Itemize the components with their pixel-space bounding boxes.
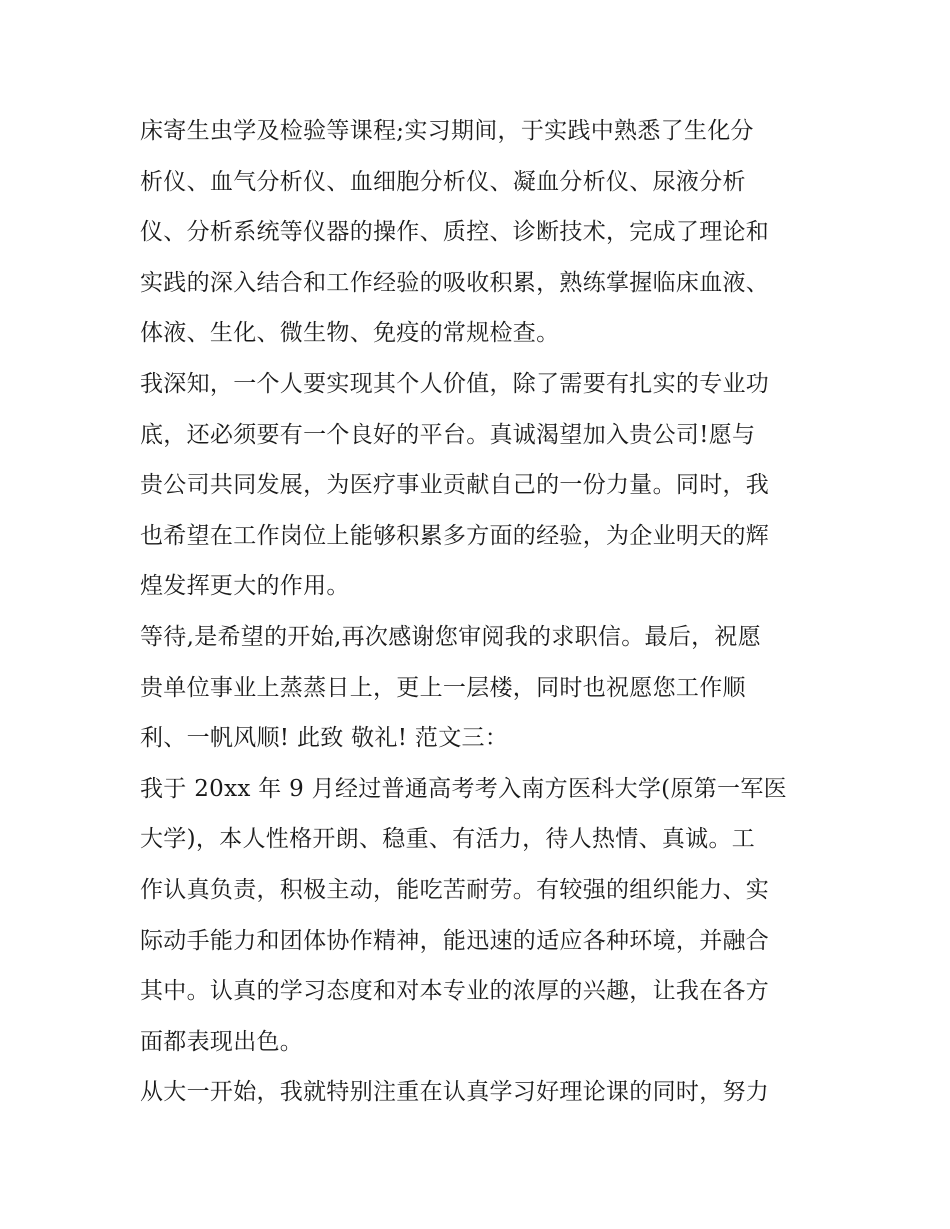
text-line: 其中。认真的学习态度和对本专业的浓厚的兴趣，让我在各方 [140,978,770,1005]
text-line: 析仪、血气分析仪、血细胞分析仪、凝血分析仪、尿液分析 [140,168,746,195]
text-line: 利、一帆风顺! 此致 敬礼! 范文三： [140,725,509,752]
text-line: 也希望在工作岗位上能够积累多方面的经验，为企业明天的辉 [140,522,770,549]
text-line: 我于 20xx 年 9 月经过普通高考考入南方医科大学(原第一军医 [140,775,787,802]
text-line: 实践的深入结合和工作经验的吸收积累，熟练掌握临床血液、 [140,269,770,296]
text-line: 贵单位事业上蒸蒸日上，更上一层楼，同时也祝愿您工作顺 [140,674,746,701]
text-line: 仪、分析系统等仪器的操作、质控、诊断技术，完成了理论和 [140,219,770,246]
text-line: 大学)，本人性格开朗、稳重、有活力，待人热情、真诚。工 [140,826,756,853]
text-line: 底，还必须要有一个良好的平台。真诚渴望加入贵公司!愿与 [140,421,756,448]
text-line: 贵公司共同发展，为医疗事业贡献自己的一份力量。同时，我 [140,472,770,499]
body-text [140,106,820,1118]
text-line: 作认真负责，积极主动，能吃苦耐劳。有较强的组织能力、实 [140,876,770,903]
text-line: 床寄生虫学及检验等课程;实习期间，于实践中熟悉了生化分 [140,118,754,144]
text-line: 我深知，一个人要实现其个人价值，除了需要有扎实的专业功 [140,370,770,397]
text-line: 面都表现出色。 [140,1028,304,1055]
text-line: 体液、生化、微生物、免疫的常规检查。 [140,320,560,347]
text-line: 煌发挥更大的作用。 [140,573,350,600]
text-line: 际动手能力和团体协作精神，能迅速的适应各种环境，并融合 [140,927,770,954]
text-line: 从大一开始，我就特别注重在认真学习好理论课的同时，努力 [140,1079,770,1106]
text-line: 等待,是希望的开始,再次感谢您审阅我的求职信。最后，祝愿 [140,623,762,650]
